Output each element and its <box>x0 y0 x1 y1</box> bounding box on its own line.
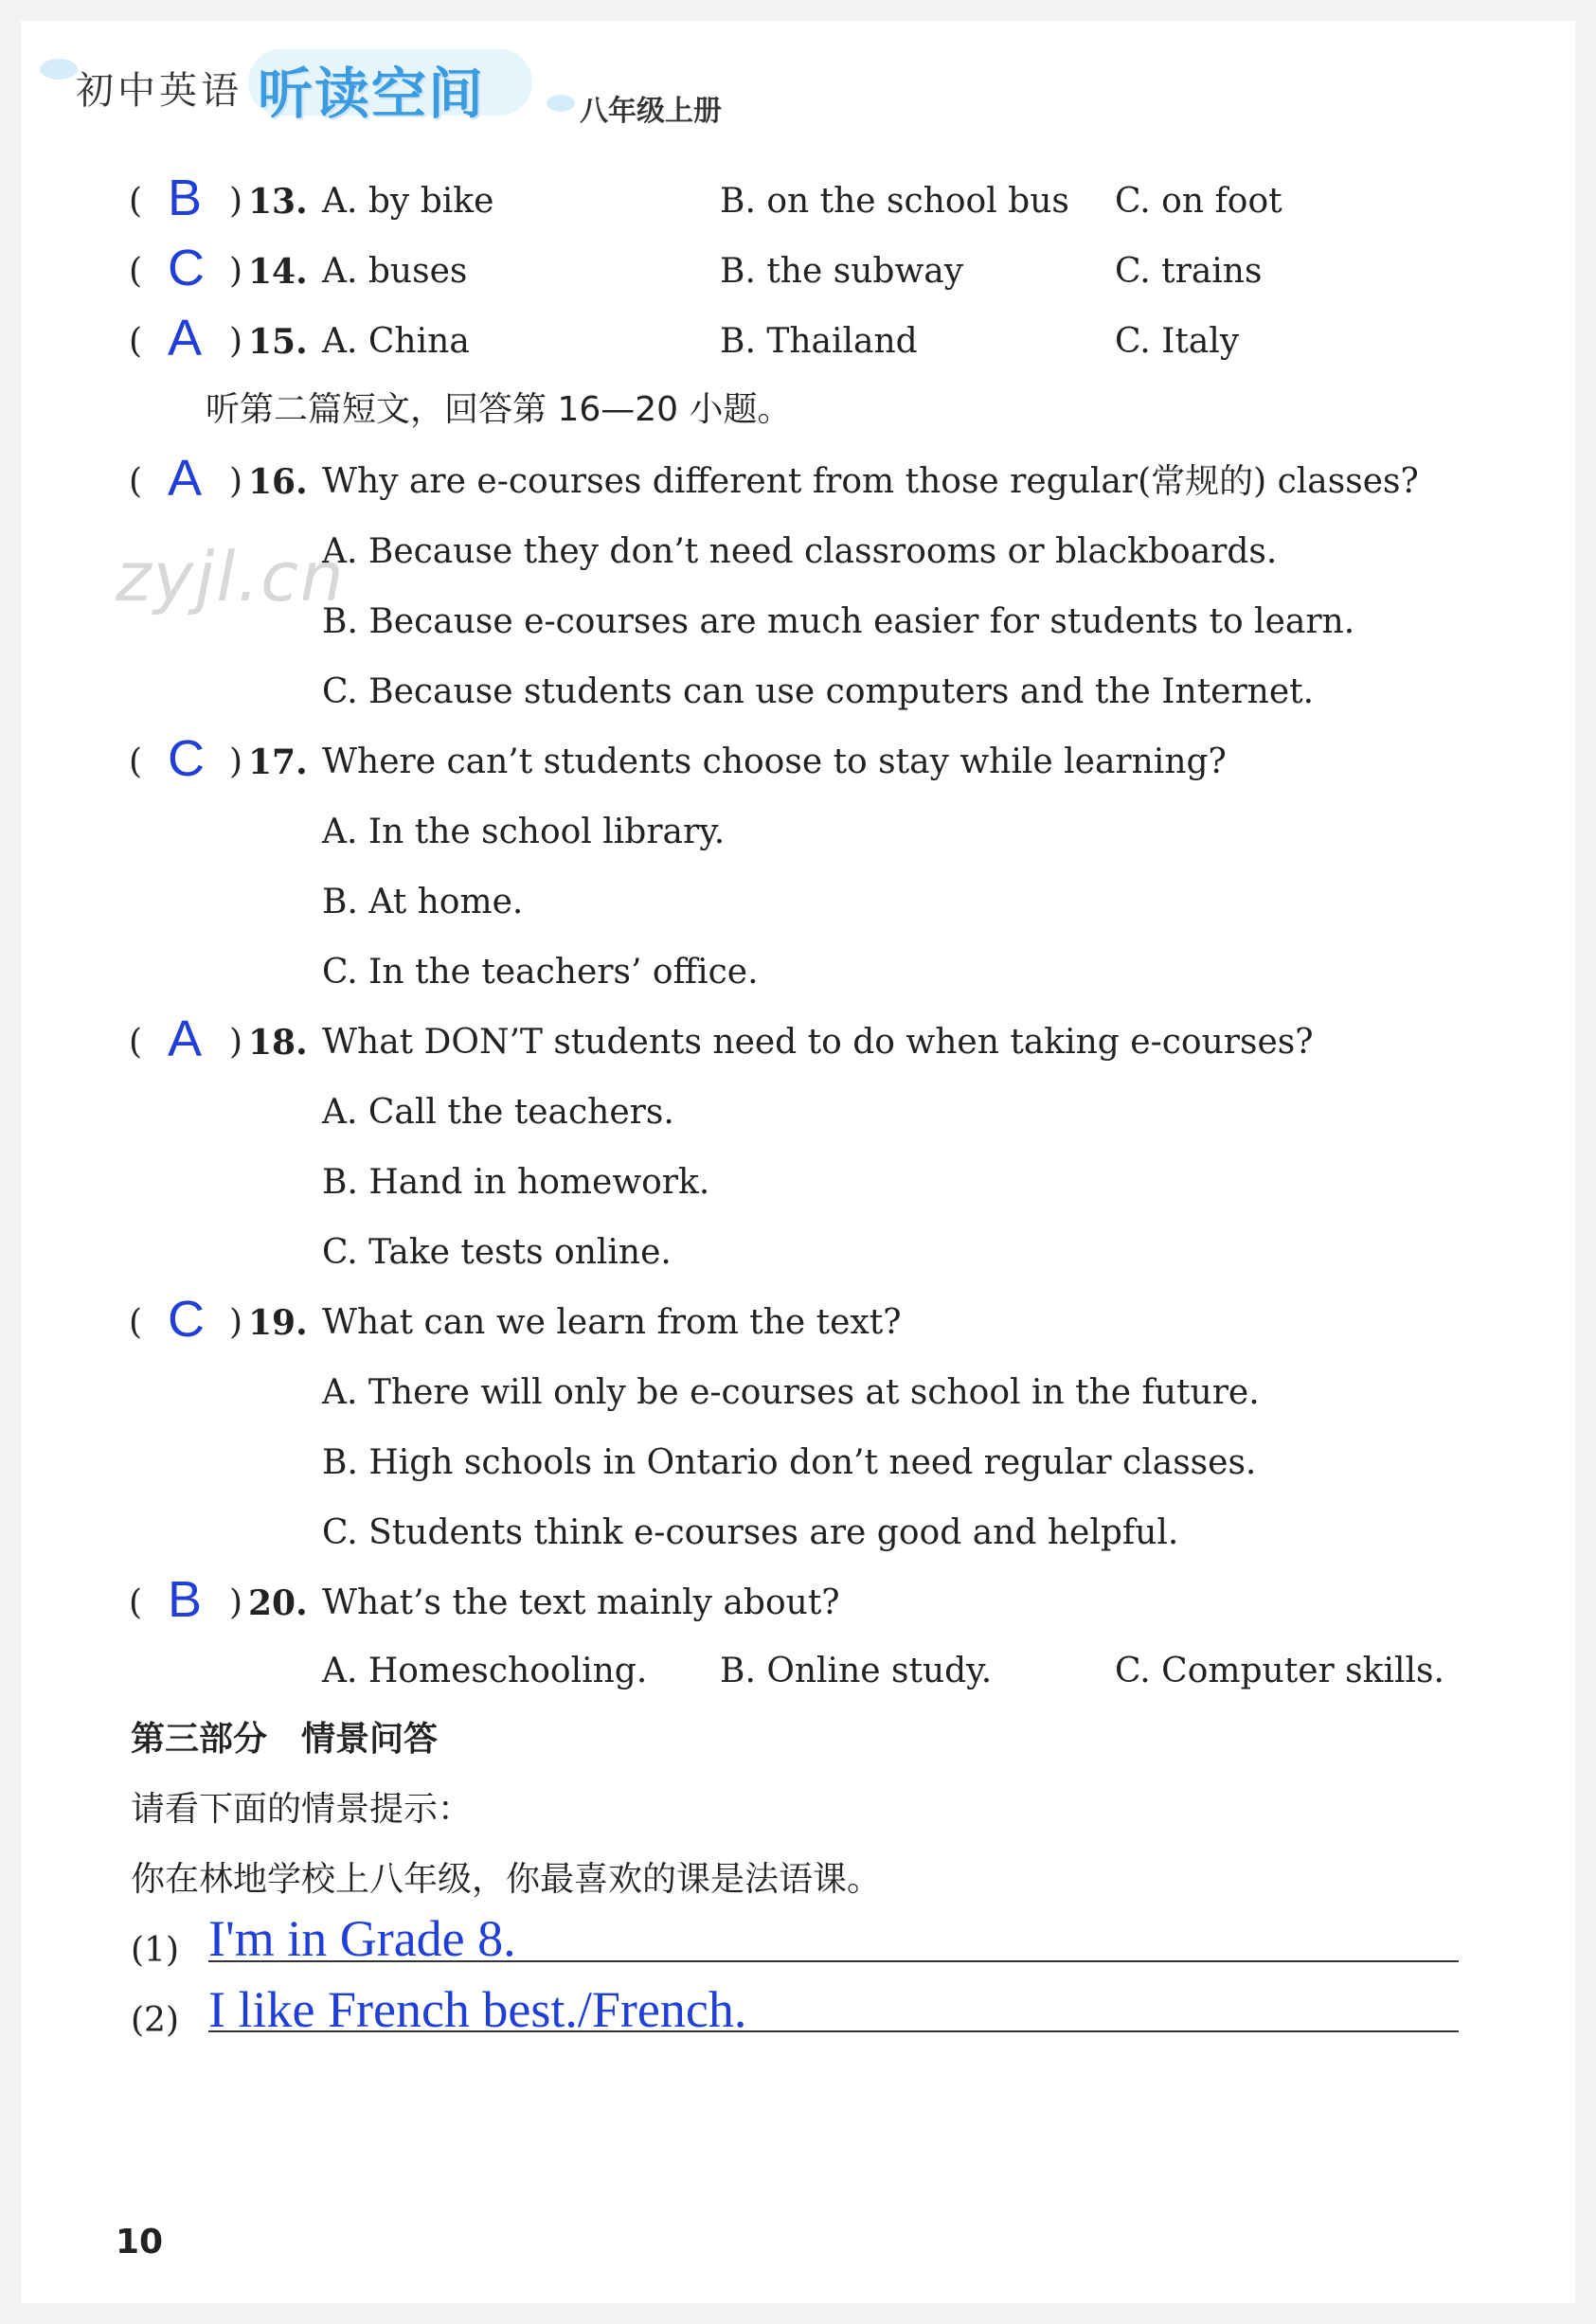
option-c: C. Take tests online. <box>322 1233 672 1272</box>
question-number: 19. <box>248 1303 308 1343</box>
option-a: A. In the school library. <box>322 813 726 851</box>
page-number: 10 <box>116 2223 164 2261</box>
answer-letter: C <box>168 730 205 787</box>
watermark: zyjl.cn <box>116 537 346 617</box>
workbook-page <box>21 21 1575 2303</box>
option-c: C. In the teachers’ office. <box>322 953 759 992</box>
option-c: C. Because students can use computers and the Internet. <box>322 672 1315 711</box>
answer-underline <box>208 1960 1459 1962</box>
passage-2-instruction: 听第二篇短文，回答第 16—20 小题。 <box>206 390 792 429</box>
part-3-prompt-label: 请看下面的情景提示： <box>131 1790 473 1829</box>
close-paren: ) <box>229 1303 243 1342</box>
option-c: C. Computer skills. <box>1115 1652 1444 1690</box>
close-paren: ) <box>229 742 243 781</box>
answer-letter: B <box>168 170 203 226</box>
book-title: 初中英语 <box>76 69 242 113</box>
brand-logo: 听读空间 <box>258 62 486 126</box>
cloud-decoration <box>40 59 78 80</box>
answer-label: (2) <box>131 2001 179 2040</box>
question-text: What DON’T students need to do when taking e-courses? <box>322 1023 1314 1062</box>
close-paren: ) <box>229 1583 243 1622</box>
option-a: A. by bike <box>322 182 494 221</box>
answer-letter: B <box>168 1571 203 1628</box>
answer-label: (1) <box>131 1931 179 1970</box>
question-text: Why are e-courses different from those regular(常规的) classes? <box>322 462 1419 501</box>
handwritten-answer: I'm in Grade 8. <box>208 1910 516 1967</box>
question-number: 14. <box>248 252 308 292</box>
question-text: What’s the text mainly about? <box>322 1583 840 1622</box>
option-b: B. Online study. <box>720 1652 993 1690</box>
cloud-decoration <box>547 95 575 112</box>
option-c: C. trains <box>1115 252 1263 291</box>
open-paren: ( <box>129 182 143 221</box>
option-a: A. Homeschooling. <box>322 1652 648 1690</box>
open-paren: ( <box>129 322 143 361</box>
open-paren: ( <box>129 252 143 291</box>
question-number: 17. <box>248 742 308 782</box>
open-paren: ( <box>129 742 143 781</box>
option-a: A. Because they don’t need classrooms or blackboards. <box>322 532 1278 571</box>
close-paren: ) <box>229 322 243 361</box>
answer-letter: C <box>168 240 205 296</box>
grade-label: 八年级上册 <box>580 95 722 128</box>
option-b: B. the subway <box>720 252 964 291</box>
option-b: B. Thailand <box>720 322 918 361</box>
question-number: 15. <box>248 322 308 362</box>
option-a: A. Call the teachers. <box>322 1093 674 1132</box>
option-b: B. Hand in homework. <box>322 1163 710 1202</box>
option-a: A. buses <box>322 252 468 291</box>
option-a: A. China <box>322 322 470 361</box>
close-paren: ) <box>229 182 243 221</box>
part-3-title: 第三部分 情景问答 <box>131 1720 439 1759</box>
option-a: A. There will only be e-courses at school in the future. <box>322 1373 1260 1412</box>
question-text: What can we learn from the text? <box>322 1303 902 1342</box>
answer-letter: C <box>168 1291 205 1348</box>
option-b: B. Because e-courses are much easier for students to learn. <box>322 602 1355 641</box>
close-paren: ) <box>229 462 243 501</box>
question-number: 20. <box>248 1583 308 1623</box>
option-b: B. on the school bus <box>720 182 1069 221</box>
option-b: B. High schools in Ontario don’t need regular classes. <box>322 1443 1257 1482</box>
answer-letter: A <box>168 450 203 507</box>
option-c: C. Students think e-courses are good and helpful. <box>322 1513 1179 1552</box>
question-number: 18. <box>248 1023 308 1063</box>
page-header <box>21 21 1575 134</box>
part-3-scenario: 你在林地学校上八年级，你最喜欢的课是法语课。 <box>131 1860 882 1899</box>
question-text: Where can’t students choose to stay while learning? <box>322 742 1227 781</box>
close-paren: ) <box>229 1023 243 1062</box>
handwritten-answer: I like French best./French. <box>208 1981 747 2038</box>
open-paren: ( <box>129 462 143 501</box>
answer-letter: A <box>168 310 203 366</box>
question-number: 13. <box>248 182 308 222</box>
option-b: B. At home. <box>322 883 524 921</box>
open-paren: ( <box>129 1583 143 1622</box>
answer-letter: A <box>168 1010 203 1067</box>
option-c: C. Italy <box>1115 322 1240 361</box>
close-paren: ) <box>229 252 243 291</box>
open-paren: ( <box>129 1023 143 1062</box>
answer-underline <box>208 2030 1459 2032</box>
question-number: 16. <box>248 462 308 502</box>
open-paren: ( <box>129 1303 143 1342</box>
option-c: C. on foot <box>1115 182 1282 221</box>
